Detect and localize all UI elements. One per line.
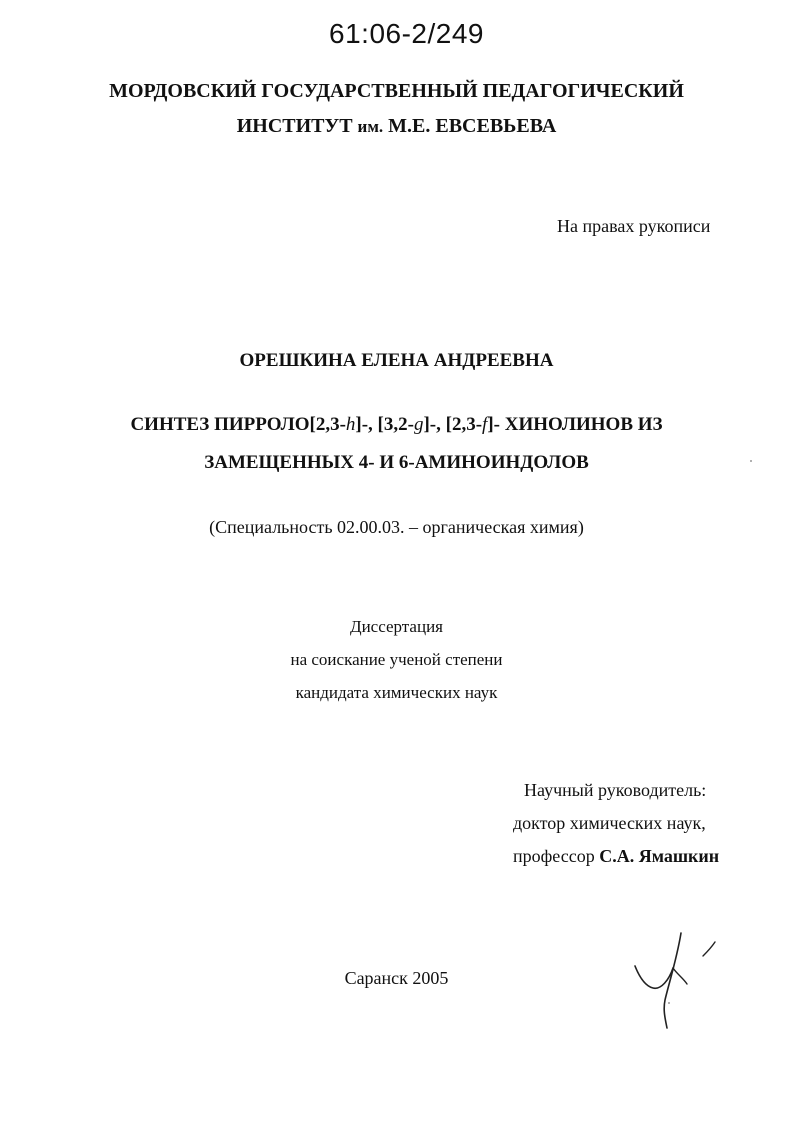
- supervisor-name-line: [513, 846, 719, 867]
- title-line-2: ЗАМЕЩЕННЫХ 4- И 6-АМИНОИНДОЛОВ: [204, 452, 589, 473]
- title-line-1: [0, 414, 793, 436]
- institution-im: им.: [357, 117, 384, 136]
- title-italic-h: h: [345, 414, 356, 435]
- supervisor-degree: доктор химических наук,: [513, 813, 706, 833]
- title-part: ]-, [2,3-: [423, 414, 483, 435]
- supervisor-label: Научный руководитель:: [524, 780, 707, 800]
- place-and-year: Саранск 2005: [344, 968, 449, 988]
- institution-line-2: [0, 115, 793, 138]
- title-italic-g: g: [413, 414, 424, 435]
- manuscript-rights-note: На правах рукописи: [557, 216, 711, 236]
- title-part: ]- ХИНОЛИНОВ ИЗ: [487, 414, 663, 435]
- scan-speck: [750, 460, 752, 462]
- dissertation-field: кандидата химических наук: [295, 683, 498, 702]
- specialty: (Специальность 02.00.03. – органическая химия): [209, 517, 584, 537]
- dissertation-degree: на соискание ученой степени: [290, 650, 503, 669]
- scan-speck: [668, 1002, 670, 1004]
- dissertation-label: Диссертация: [349, 617, 443, 636]
- title-part: СИНТЕЗ ПИРРОЛО[2,3-: [130, 414, 346, 435]
- handwritten-signature: [625, 928, 725, 1033]
- supervisor-title: профессор: [513, 846, 595, 866]
- supervisor-name: С.А. Ямашкин: [599, 846, 720, 866]
- institution-person: М.Е. ЕВСЕВЬЕВА: [388, 115, 557, 137]
- archive-stamp-number: 61:06-2/249: [329, 18, 484, 49]
- institution-word: ИНСТИТУТ: [236, 115, 353, 137]
- institution-line-1: МОРДОВСКИЙ ГОСУДАРСТВЕННЫЙ ПЕДАГОГИЧЕСКИЙ: [109, 80, 684, 102]
- title-part: ]-, [3,2-: [355, 414, 414, 435]
- title-italic-f: f: [482, 414, 488, 435]
- author-name: ОРЕШКИНА ЕЛЕНА АНДРЕЕВНА: [239, 350, 554, 371]
